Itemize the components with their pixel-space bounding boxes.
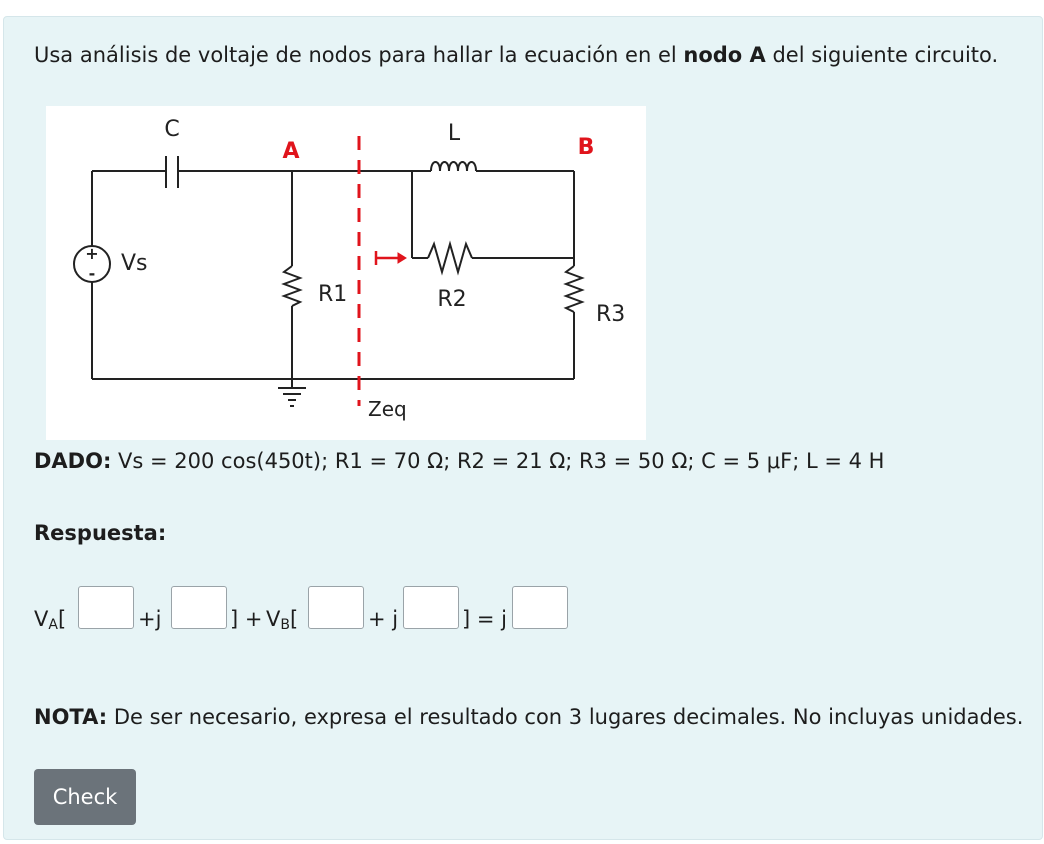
source-plus: +	[85, 244, 99, 263]
note-label: NOTA:	[34, 705, 108, 729]
given-label: DADO:	[34, 449, 112, 473]
label-L: L	[447, 121, 461, 146]
circuit-diagram	[46, 106, 646, 440]
plus-j-b: + j	[368, 607, 399, 631]
question-node-emphasis: nodo A	[683, 43, 766, 67]
label-R1: R1	[318, 282, 348, 307]
rhs-imag-input[interactable]	[512, 586, 568, 629]
zeq-arrow-icon	[398, 253, 406, 263]
close-a-plus: ] +	[230, 607, 263, 631]
circuit-figure	[46, 106, 646, 440]
vb-label: $V_B$[	[266, 607, 299, 633]
vb-imag-input[interactable]	[403, 586, 459, 629]
check-button[interactable]: Check	[34, 769, 136, 825]
label-Vs: Vs	[121, 251, 148, 276]
label-R3: R3	[596, 302, 626, 327]
answer-label: Respuesta:	[34, 521, 167, 545]
note-text: NOTA: De ser necesario, expresa el resultado con 3 lugares decimales. No incluyas unidades.	[34, 705, 1024, 729]
label-node-A: A	[282, 139, 300, 164]
close-b-equals-j: ] = j	[462, 607, 507, 631]
label-C: C	[164, 117, 180, 142]
vb-real-input[interactable]	[308, 586, 364, 629]
given-text: Vs = 200 cos(450t); R1 = 70 Ω; R2 = 21 Ω; R3 = 50 Ω; C = 5 μF; L = 4 H	[111, 449, 885, 473]
question-card	[3, 16, 1043, 840]
source-minus: -	[88, 264, 96, 283]
given-values	[34, 447, 884, 475]
va-label: $V_A$[	[34, 607, 67, 633]
label-R2: R2	[437, 287, 467, 312]
question-text: Usa análisis de voltaje de nodos para hallar la ecuación en el nodo A del siguiente circuito.	[34, 43, 999, 67]
va-real-input[interactable]	[78, 586, 134, 629]
label-node-B: B	[577, 135, 595, 160]
va-imag-input[interactable]	[171, 586, 227, 629]
plus-j-a: +j	[138, 607, 162, 631]
label-Zeq: Zeq	[368, 397, 407, 421]
